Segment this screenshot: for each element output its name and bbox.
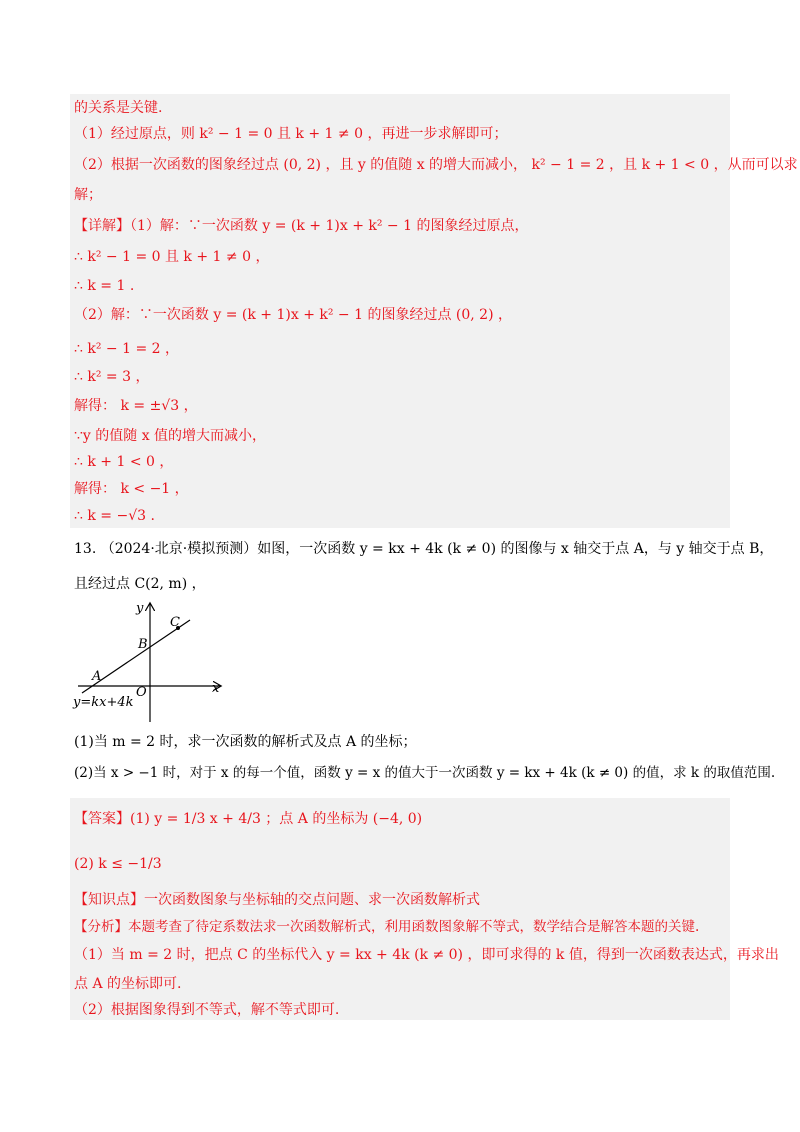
solution-line: ∴ k² − 1 = 2 ， — [74, 341, 179, 357]
solution-line: 解； — [74, 187, 102, 203]
label-o: O — [136, 685, 147, 700]
solution-line: ∵y 的值随 x 值的增大而减小， — [74, 428, 267, 444]
label-a: A — [92, 669, 102, 684]
problem-line-2: 且经过点 C(2, m) ， — [74, 576, 206, 592]
analysis-line-3: 点 A 的坐标即可. — [74, 976, 182, 992]
answer-line-1: 【答案】(1) y = 1/3 x + 4/3 ；点 A 的坐标为 (−4, 0) — [74, 811, 423, 827]
label-c: C — [170, 615, 180, 630]
problem-part-1: (1)当 m = 2 时，求一次函数的解析式及点 A 的坐标； — [74, 734, 417, 750]
solution-line: （2）根据一次函数的图象经过点 (0, 2) ，且 y 的值随 x 的增大而减小， k² − 1 = 2 ，且 k + 1 < 0 ，从而可以求 — [74, 157, 798, 173]
label-y: y — [136, 601, 144, 616]
answer-line-2: (2) k ≤ −1/3 — [74, 856, 162, 872]
function-graph-figure — [70, 598, 240, 728]
solution-line: ∴ k + 1 < 0 ， — [74, 454, 174, 470]
solution-line: 【详解】（1）解：∵一次函数 y = (k + 1)x + k² − 1 的图象经过原点， — [74, 218, 529, 234]
solution-line: 解得： k = ±√3 ， — [74, 398, 198, 414]
label-x: x — [212, 681, 220, 696]
problem-part-2: (2)当 x > −1 时，对于 x 的每一个值，函数 y = x 的值大于一次函数 y = kx + 4k (k ≠ 0) 的值，求 k 的取值范围. — [74, 765, 776, 781]
solution-line: 解得： k < −1 ， — [74, 481, 189, 497]
solution-line: 的关系是关键. — [74, 100, 163, 116]
label-b: B — [138, 637, 148, 652]
solution-line: （1）经过原点，则 k² − 1 = 0 且 k + 1 ≠ 0 ，再进一步求解即可； — [74, 126, 508, 142]
line-equation-label: y=kx+4k — [73, 695, 134, 710]
solution-line: ∴ k = 1 . — [74, 278, 135, 294]
solution-line: （2）解：∵一次函数 y = (k + 1)x + k² − 1 的图象经过点 (0, 2) ， — [74, 307, 512, 323]
analysis-line-2: （1）当 m = 2 时，把点 C 的坐标代入 y = kx + 4k (k ≠ 0) ，即可求得的 k 值，得到一次函数表达式，再求出 — [74, 947, 779, 963]
analysis-line-1: 【分析】本题考查了待定系数法求一次函数解析式，利用函数图象解不等式，数学结合是解答本题的关键. — [74, 919, 700, 935]
analysis-line-4: （2）根据图象得到不等式，解不等式即可. — [74, 1002, 340, 1018]
solution-line: ∴ k² − 1 = 0 且 k + 1 ≠ 0 ， — [74, 249, 270, 265]
problem-line-1: 13. （2024·北京·模拟预测）如图，一次函数 y = kx + 4k (k ≠ 0) 的图像与 x 轴交于点 A，与 y 轴交于点 B， — [74, 541, 774, 557]
solution-line: ∴ k = −√3 . — [74, 508, 155, 524]
solution-line: ∴ k² = 3 ， — [74, 369, 150, 385]
knowledge-line: 【知识点】一次函数图象与坐标轴的交点问题、求一次函数解析式 — [74, 892, 480, 908]
